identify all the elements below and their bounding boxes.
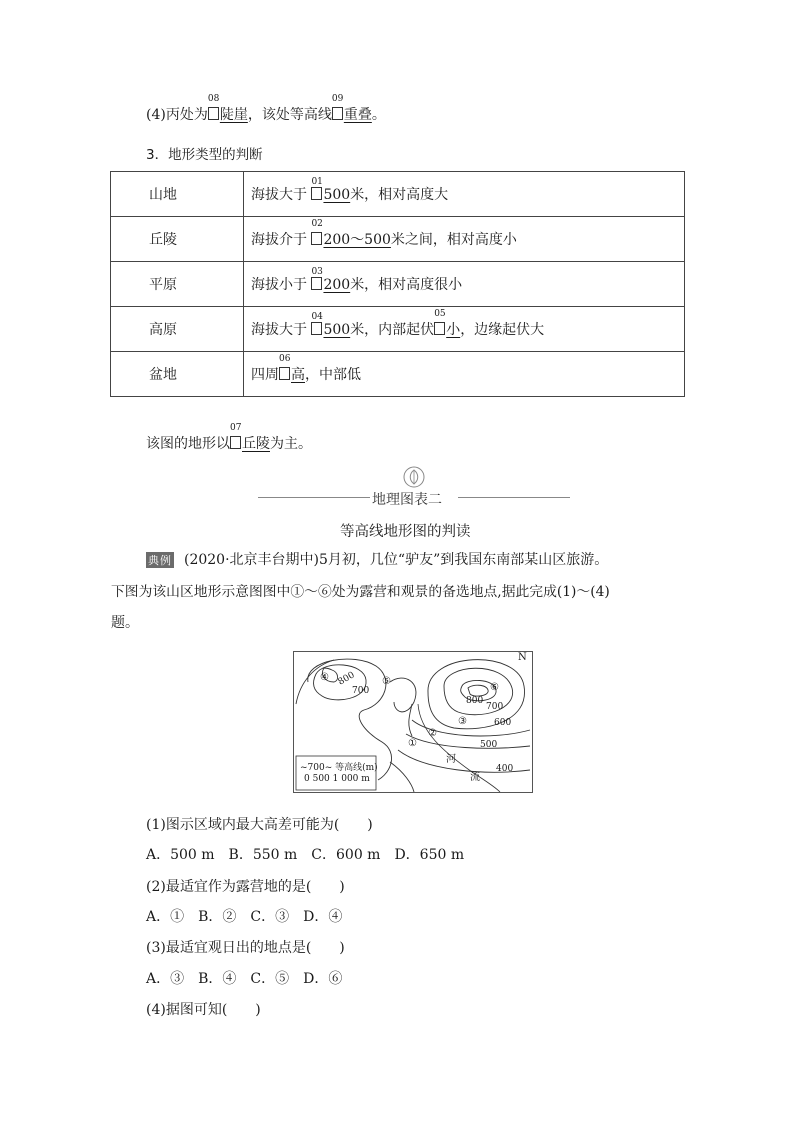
answer-box-icon bbox=[434, 322, 445, 335]
desc-text: 米之间，相对高度小 bbox=[390, 232, 517, 248]
table-row bbox=[111, 262, 685, 307]
blank-04 bbox=[311, 312, 351, 338]
blank-number: 08 bbox=[207, 94, 220, 104]
blank-answer: 重叠 bbox=[343, 107, 372, 123]
table-row bbox=[111, 217, 685, 262]
table-row bbox=[111, 352, 685, 397]
question-2-options: A．① B．② C．③ D．④ bbox=[146, 909, 343, 925]
blank-answer: 200 bbox=[323, 277, 351, 293]
blank-number: 07 bbox=[230, 423, 242, 433]
blank-01 bbox=[311, 177, 351, 203]
answer-box-icon bbox=[332, 107, 343, 120]
terrain-desc bbox=[244, 352, 685, 397]
answer-box-icon bbox=[311, 187, 322, 200]
blank-answer: 200～500 bbox=[323, 232, 391, 248]
blank-number: 02 bbox=[311, 219, 323, 229]
north-arrow-label: N bbox=[518, 652, 527, 663]
contour-label: 700 bbox=[486, 702, 504, 712]
contour-label: 800 bbox=[466, 696, 484, 706]
contour-label: 500 bbox=[480, 740, 498, 750]
blank-07 bbox=[230, 423, 270, 453]
example-text: )5月初，几位“驴友”到我国东南部某山区旅游。 bbox=[313, 552, 609, 568]
answer-box-icon bbox=[208, 107, 219, 120]
blank-number: 04 bbox=[311, 312, 323, 322]
sentence-text: 该图的地形以 bbox=[146, 436, 230, 452]
table-row bbox=[111, 307, 685, 352]
terrain-name: 高原 bbox=[111, 307, 244, 352]
section-title: 3．地形类型的判断 bbox=[146, 147, 263, 163]
blank-answer: 500 bbox=[323, 322, 351, 338]
blank-answer: 陡崖 bbox=[219, 107, 248, 123]
blank-number: 05 bbox=[434, 309, 446, 319]
question-3-stem: (3)最适宜观日出的地点是( ) bbox=[146, 940, 345, 956]
terrain-name: 丘陵 bbox=[111, 217, 244, 262]
q4-line bbox=[146, 94, 386, 124]
question-2-stem: (2)最适宜作为露营地的是( ) bbox=[146, 879, 345, 895]
divider-left bbox=[258, 497, 370, 498]
blank-number: 09 bbox=[331, 94, 344, 104]
contour-label: 600 bbox=[494, 718, 512, 728]
desc-text: 海拔介于 bbox=[251, 232, 307, 248]
example-tag: 典例 bbox=[148, 554, 172, 567]
question-4-stem: (4)据图可知( ) bbox=[146, 1002, 261, 1018]
site-marker-3: ③ bbox=[458, 716, 467, 727]
river-label: 流 bbox=[470, 772, 480, 783]
contour-map bbox=[293, 651, 533, 793]
blank-09 bbox=[331, 94, 372, 124]
desc-text: 米，相对高度很小 bbox=[350, 277, 463, 293]
q4-suffix: 。 bbox=[371, 107, 386, 123]
blank-05 bbox=[434, 309, 461, 339]
terrain-name: 盆地 bbox=[111, 352, 244, 397]
terrain-name: 平原 bbox=[111, 262, 244, 307]
site-marker-4: ④ bbox=[320, 672, 329, 683]
example-source: 北京丰台期中 bbox=[229, 552, 314, 568]
contour-label: 800 bbox=[336, 670, 357, 688]
site-marker-2: ② bbox=[428, 728, 437, 739]
question-1-options: A．500 m B．550 m C．600 m D．650 m bbox=[146, 847, 465, 863]
river-label: 河 bbox=[446, 754, 456, 765]
desc-text: 四周 bbox=[251, 367, 279, 383]
blank-number: 01 bbox=[311, 177, 323, 187]
terrain-table bbox=[110, 171, 685, 397]
blank-06 bbox=[279, 354, 305, 384]
terrain-desc bbox=[244, 172, 685, 217]
desc-text: ，中部低 bbox=[305, 367, 361, 383]
blank-answer: 丘陵 bbox=[242, 436, 270, 452]
contour-label: 700 bbox=[352, 686, 370, 696]
desc-text: 海拔小于 bbox=[251, 277, 307, 293]
legend-contour: ~700~ 等高线(m) bbox=[300, 763, 378, 773]
blank-answer: 高 bbox=[291, 367, 305, 383]
desc-text: 米，内部起伏 bbox=[350, 322, 435, 338]
chart-section-title: 地理图表二 bbox=[372, 492, 442, 508]
answer-box-icon bbox=[311, 232, 322, 245]
answer-box-icon bbox=[311, 277, 322, 290]
example-line-2: 下图为该山区地形示意图图中①～⑥处为露营和观景的备选地点,据此完成(1)～(4) bbox=[111, 584, 610, 600]
blank-answer: 500 bbox=[323, 187, 351, 203]
chart-section-subtitle: 等高线地形图的判读 bbox=[340, 524, 471, 540]
terrain-desc bbox=[244, 217, 685, 262]
example-text: (2020· bbox=[184, 552, 230, 568]
answer-box-icon bbox=[279, 367, 290, 380]
divider-right bbox=[458, 497, 570, 498]
answer-box-icon bbox=[230, 436, 241, 449]
contour-label: 400 bbox=[496, 764, 514, 774]
question-1-stem: (1)图示区域内最大高差可能为( ) bbox=[146, 817, 373, 833]
blank-03 bbox=[311, 267, 351, 293]
terrain-sentence bbox=[146, 423, 312, 453]
site-marker-6: ⑥ bbox=[490, 682, 499, 693]
example-line-3: 题。 bbox=[111, 615, 139, 631]
desc-text: 海拔大于 bbox=[251, 187, 307, 203]
blank-answer: 小 bbox=[446, 322, 461, 338]
answer-box-icon bbox=[311, 322, 322, 335]
leaf-emblem-icon bbox=[403, 466, 425, 488]
terrain-desc bbox=[244, 262, 685, 307]
blank-number: 06 bbox=[279, 354, 291, 364]
site-marker-5: ⑤ bbox=[382, 676, 391, 687]
site-marker-1: ① bbox=[408, 738, 417, 749]
desc-text: 米，相对高度大 bbox=[350, 187, 449, 203]
desc-text: 海拔大于 bbox=[251, 322, 307, 338]
blank-02 bbox=[311, 219, 391, 249]
blank-08 bbox=[207, 94, 248, 124]
legend-scale: 0 500 1 000 m bbox=[304, 774, 370, 784]
table-row bbox=[111, 172, 685, 217]
q4-prefix: (4)丙处为 bbox=[146, 107, 208, 123]
question-3-options: A．③ B．④ C．⑤ D．⑥ bbox=[146, 971, 343, 987]
sentence-text: 为主。 bbox=[270, 436, 312, 452]
terrain-name: 山地 bbox=[111, 172, 244, 217]
terrain-desc bbox=[244, 307, 685, 352]
blank-number: 03 bbox=[311, 267, 323, 277]
desc-text: ，边缘起伏大 bbox=[460, 322, 545, 338]
q4-mid: ，该处等高线 bbox=[247, 107, 332, 123]
example-line-1 bbox=[146, 549, 608, 569]
